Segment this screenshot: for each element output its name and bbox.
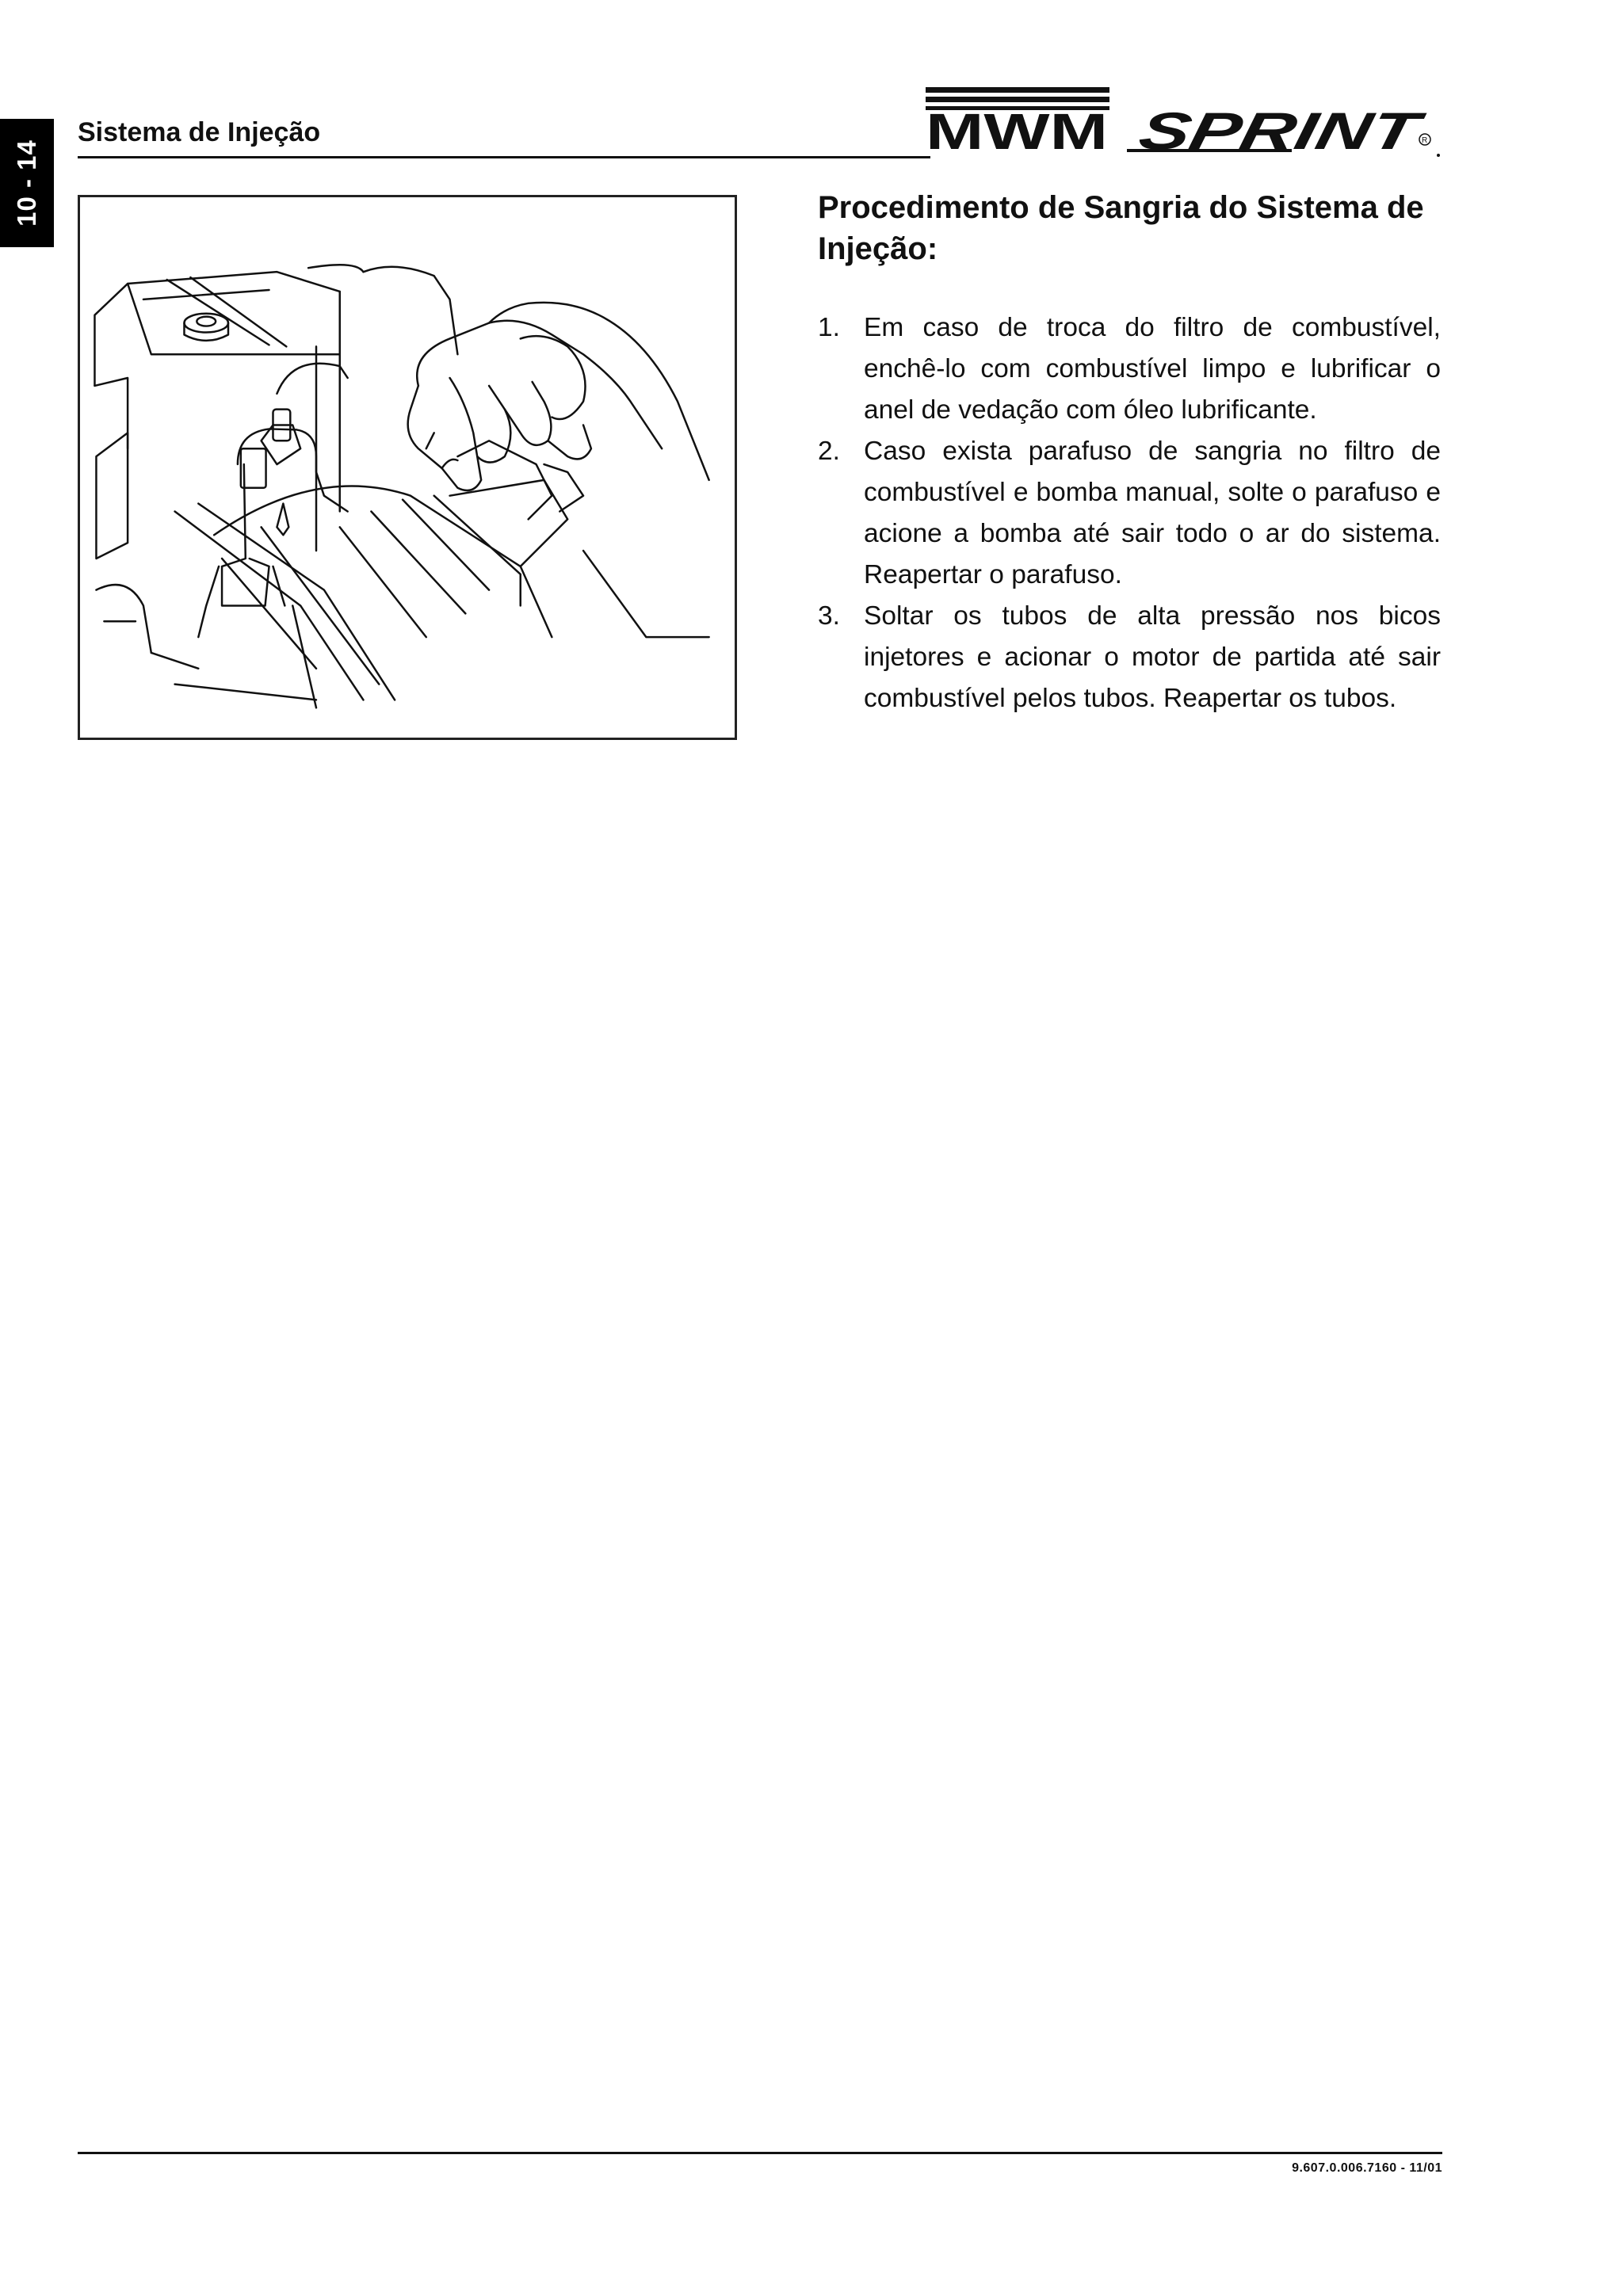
footer-rule (78, 2152, 1442, 2154)
step-text: Caso exista parafuso de sangria no filtro de combustível e bomba manual, solte o parafuso e acione a bomba até sair todo o ar do sistema. Reapertar o parafuso. (864, 437, 1441, 589)
step-text: Em caso de troca do filtro de combustível, enchê-lo com combustível limpo e lubrificar o anel de vedação com óleo lubrificante. (864, 313, 1441, 425)
step-number: 2. (818, 437, 840, 466)
procedure-steps-list (818, 307, 1441, 719)
page-number-tab (0, 119, 54, 247)
header-rule (78, 156, 930, 158)
engine-figure (78, 195, 737, 740)
step-number: 1. (818, 313, 840, 342)
procedure-heading: Procedimento de Sangria do Sistema de Injeção: (818, 190, 1424, 266)
mwm-sprint-logo (919, 82, 1442, 162)
step-number: 3. (818, 601, 840, 631)
procedure-step (818, 596, 1441, 719)
fuel-bleed-illustration (80, 197, 735, 738)
section-title: Sistema de Injeção (78, 117, 321, 147)
document-code: 9.607.0.006.7160 - 11/01 (1292, 2161, 1442, 2175)
svg-text:R: R (1422, 136, 1428, 145)
page-number: 10 - 14 (12, 139, 41, 227)
procedure-step (818, 431, 1441, 596)
svg-text:MWM: MWM (926, 103, 1108, 160)
procedure-step (818, 307, 1441, 431)
step-text: Soltar os tubos de alta pressão nos bicos injetores e acionar o motor de partida até sair combustível pelos tubos. Reapertar os tubos. (864, 601, 1441, 713)
svg-text:SPRINT: SPRINT (1133, 102, 1338, 161)
